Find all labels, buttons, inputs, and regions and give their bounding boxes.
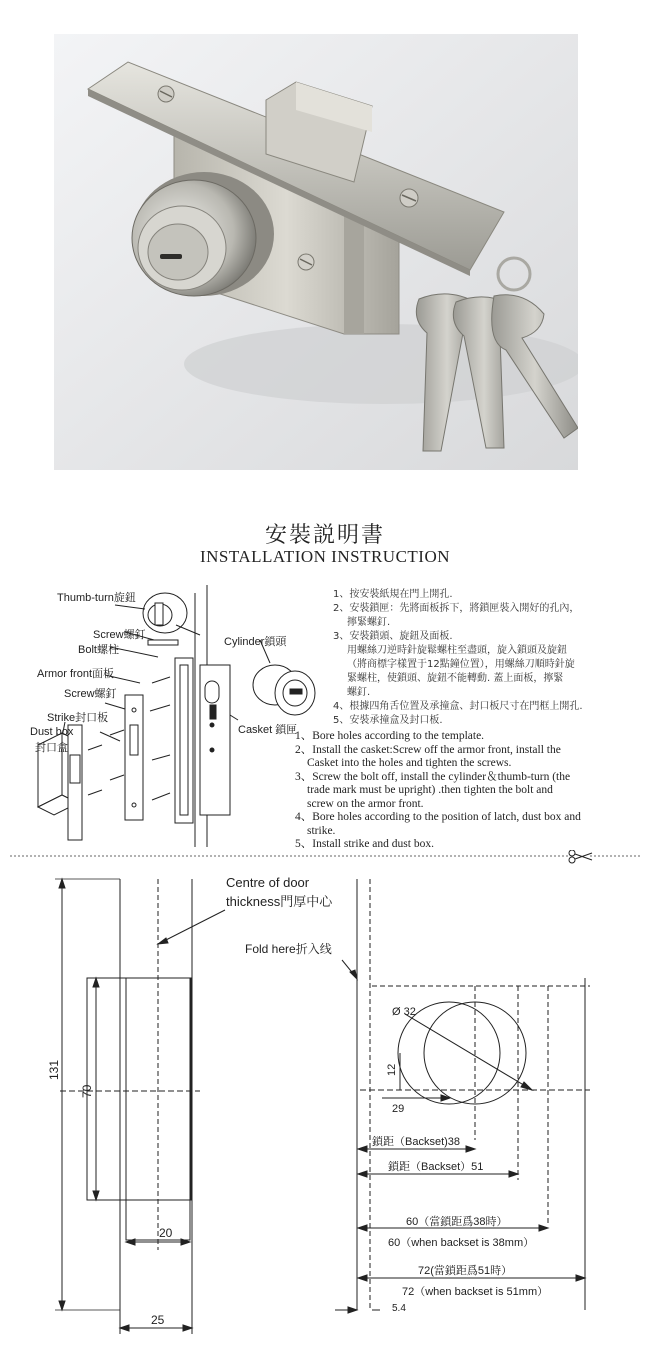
label-casket: Casket 鎖匣 <box>238 724 298 736</box>
dim-72-en: 72（when backset is 51mm） <box>402 1286 549 1298</box>
step-zh-3d: 緊螺柱，使鎖頭、旋鈕不能轉動. 蓋上面板，擰緊 <box>347 673 564 684</box>
step-en-4: 4、Bore holes according to the position of latch, dust box and <box>295 811 581 823</box>
label-bolt: Bolt螺柱 <box>78 644 119 656</box>
label-strike: Strike封口板 <box>47 712 109 724</box>
dim-70: 70 <box>80 1084 94 1098</box>
steps-chinese <box>333 588 645 728</box>
dim-5-4: 5.4 <box>392 1303 406 1314</box>
step-zh-1: 1、按安裝紙規在門上開孔. <box>333 589 453 600</box>
dim-25: 25 <box>151 1313 165 1327</box>
label-dust-box-zh: 封口盒 <box>35 742 68 754</box>
dim-131: 131 <box>47 1059 61 1080</box>
label-dust-box-en: Dust box <box>30 726 74 738</box>
step-zh-5: 5、安裝承撞盒及封口板. <box>333 715 443 726</box>
step-en-2b: Casket into the holes and tighten the screws. <box>307 757 512 769</box>
label-screw-top: Screw螺釘 <box>93 629 146 641</box>
label-cylinder: Cylinder鎖頭 <box>224 636 287 648</box>
dim-29: 29 <box>392 1103 405 1115</box>
step-en-1: 1、Bore holes according to the template. <box>295 730 485 742</box>
step-zh-3: 3、安裝鎖頭、旋鈕及面板. <box>333 631 453 642</box>
step-zh-3e: 螺釘. <box>347 687 371 698</box>
dim-12: 12 <box>386 1063 398 1076</box>
step-zh-2: 2、安裝鎖匣：先將面板拆下，將鎖匣裝入開好的孔內， <box>333 603 580 614</box>
bore-template-drawing <box>0 850 650 1348</box>
label-armor-front: Armor front面板 <box>37 668 115 680</box>
label-thumb-turn: Thumb-turn旋鈕 <box>57 592 136 604</box>
centre-label-line1: Centre of door <box>226 875 310 890</box>
step-zh-3c: （將商標字樣置于12點鐘位置），用螺絲刀順時針旋 <box>347 659 575 670</box>
dim-60-en: 60（when backset is 38mm） <box>388 1237 535 1249</box>
centre-label-line2: thickness門厚中心 <box>226 894 333 909</box>
step-en-2: 2、Install the casket:Screw off the armor front, install the <box>295 743 561 756</box>
fold-label: Fold here折入线 <box>245 942 332 956</box>
step-en-5: 5、Install strike and dust box. <box>295 838 434 850</box>
title-chinese: 安裝説明書 <box>264 523 385 548</box>
step-en-4b: strike. <box>307 824 336 837</box>
dim-diameter-32: Ø 32 <box>392 1006 416 1018</box>
step-en-3c: screw on the armor front. <box>307 797 424 810</box>
dim-backset-51: 鎖距（Backset）51 <box>388 1161 484 1173</box>
step-zh-3b: 用螺絲刀逆時針旋鬆螺柱至盡頭，旋入鎖頭及旋鈕 <box>347 645 567 656</box>
scissors-icon <box>569 850 592 863</box>
step-zh-4: 4、根據四角舌位置及承撞盒、封口板尺寸在門框上開孔. <box>333 701 583 712</box>
steps-english <box>295 730 645 852</box>
label-screw-mid: Screw螺釘 <box>64 688 117 700</box>
step-en-3: 3、Screw the bolt off, install the cylinder＆thumb-turn (the <box>295 770 571 783</box>
dim-20: 20 <box>159 1226 173 1240</box>
product-photo <box>54 34 578 470</box>
step-en-3b: trade mark must be upright) .then tighten the bolt and <box>307 784 553 796</box>
dim-72-zh: 72(當鎖距爲51時） <box>418 1265 513 1277</box>
thumb-turn-drawing <box>143 593 200 635</box>
step-zh-2b: 擰緊螺釘. <box>347 617 391 628</box>
dim-backset-38: 鎖距（Backset)38 <box>372 1136 461 1148</box>
title-english: INSTALLATION INSTRUCTION <box>199 547 451 566</box>
dim-60-zh: 60（當鎖距爲38時） <box>406 1216 508 1228</box>
